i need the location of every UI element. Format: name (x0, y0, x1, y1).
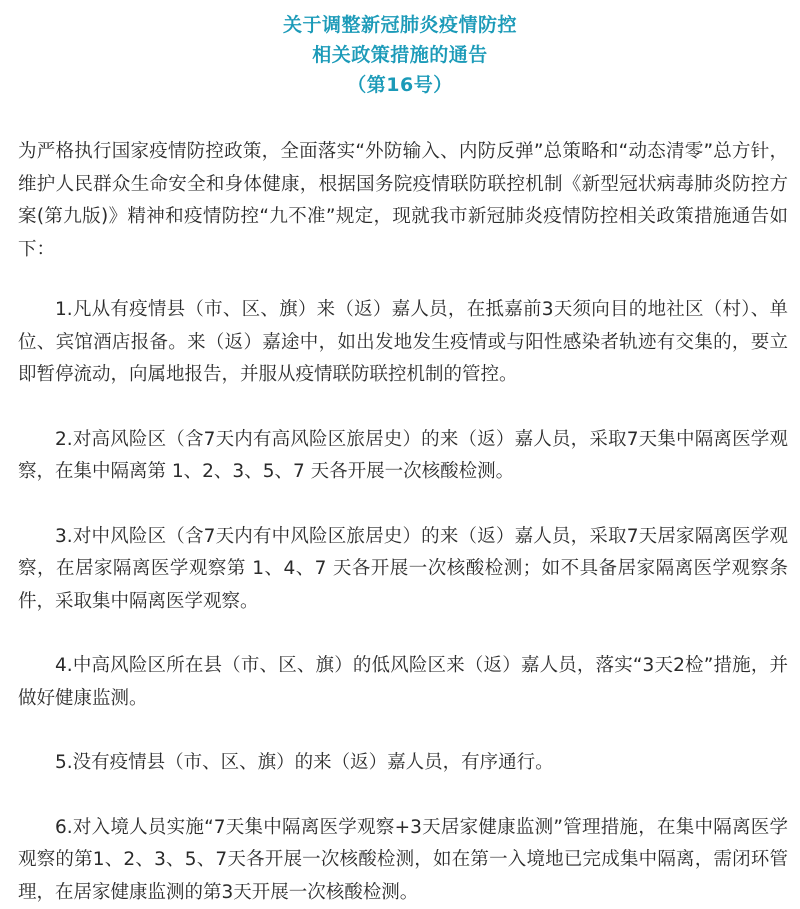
notice-header (0, 10, 800, 100)
measure-item-2: 2.对高风险区（含7天内有高风险区旅居史）的来（返）嘉人员，采取7天集中隔离医学观察，在集中隔离第 1、2、3、5、7 天各开展一次核酸检测。 (18, 424, 788, 489)
measure-item-6: 6.对入境人员实施“7天集中隔离医学观察+3天居家健康监测”管理措施，在集中隔离医学观察的第1、2、3、5、7天各开展一次核酸检测，如在第一入境地已完成集中隔离，需闭环管理，在居家健康监测的第3天开展一次核酸检测。 (18, 812, 788, 909)
intro-paragraph: 为严格执行国家疫情防控政策，全面落实“外防输入、内防反弹”总策略和“动态清零”总方针，维护人民群众生命安全和身体健康，根据国务院疫情联防联控机制《新型冠状病毒肺炎防控方案(第九版)》精神和疫情防控“九不准”规定，现就我市新冠肺炎疫情防控相关政策措施通告如下： (18, 136, 788, 266)
measure-item-4: 4.中高风险区所在县（市、区、旗）的低风险区来（返）嘉人员，落实“3天2检”措施，并做好健康监测。 (18, 650, 788, 715)
notice-number: （第16号） (0, 70, 800, 100)
measure-item-5: 5.没有疫情县（市、区、旗）的来（返）嘉人员，有序通行。 (18, 747, 788, 780)
notice-body (18, 136, 788, 909)
measure-item-1: 1.凡从有疫情县（市、区、旗）来（返）嘉人员，在抵嘉前3天须向目的地社区（村）、单位、宾馆酒店报备。来（返）嘉途中，如出发地发生疫情或与阳性感染者轨迹有交集的，要立即暂停流动，向属地报告，并服从疫情联防联控机制的管控。 (18, 294, 788, 392)
notice-title-line-2: 相关政策措施的通告 (0, 40, 800, 70)
measure-item-3: 3.对中风险区（含7天内有中风险区旅居史）的来（返）嘉人员，采取7天居家隔离医学观察，在居家隔离医学观察第 1、4、7 天各开展一次核酸检测；如不具备居家隔离医学观察条件，采取集中隔离医学观察。 (18, 521, 788, 619)
notice-title-line-1: 关于调整新冠肺炎疫情防控 (0, 10, 800, 40)
